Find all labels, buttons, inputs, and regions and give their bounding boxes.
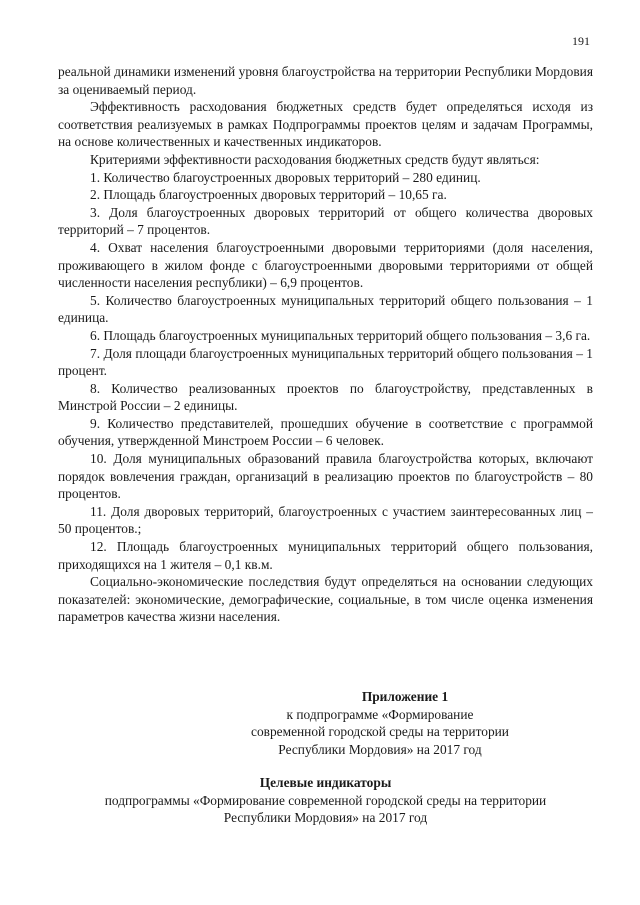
criterion-item: 10. Доля муниципальных образований правила благоустройства которых, включают порядок вовлечения граждан, организаций в реализацию проектов по благоустройств – 80 процентов.: [58, 451, 593, 502]
paragraph: Критериями эффективности расходования бюджетных средств будут являться:: [90, 151, 540, 167]
appendix-line: современной городской среды на территории: [251, 724, 509, 740]
criterion-item: 5. Количество благоустроенных муниципальных территорий общего пользования – 1 единица.: [58, 292, 593, 326]
criterion-item: 4. Охват населения благоустроенными дворовыми территориями (доля населения, проживающего в жилом фонде с благоустроенными дворовыми территориями от общей численности населения республики) – 6,9 процентов.: [58, 239, 593, 291]
criterion-item: 6. Площадь благоустроенных муниципальных территорий общего пользования – 3,6 га.: [90, 327, 591, 343]
paragraph: Эффективность расходования бюджетных средств будет определяться исходя из соответствия реализуемых в рамках Подпрограммы проектов целям и задачам Программы, на основе количественных и качественных индикаторов.: [58, 99, 593, 150]
criterion-item: 9. Количество представителей, прошедших обучение в соответствие с программой обучения, утвержденной Минстроем России – 6 человек.: [58, 415, 593, 449]
indicators-heading: [58, 774, 593, 827]
criterion-item: 7. Доля площади благоустроенных муниципальных территорий общего пользования – 1 процент.: [58, 345, 593, 379]
criterion-item: 2. Площадь благоустроенных дворовых территорий – 10,65 га.: [90, 187, 447, 203]
criterion-item: 1. Количество благоустроенных дворовых территорий – 280 единиц.: [90, 169, 481, 185]
indicators-subtitle: подпрограммы «Формирование современной городской среды на территории: [104, 792, 547, 808]
page-number: 191: [572, 34, 590, 48]
indicators-subtitle: Республики Мордовия» на 2017 год: [223, 810, 428, 826]
appendix-title: Приложение 1: [361, 689, 449, 704]
appendix-block: [230, 688, 530, 758]
body-text: [58, 63, 593, 626]
criterion-item: 8. Количество реализованных проектов по благоустройству, представленных в Минстрой России – 2 единицы.: [58, 380, 593, 414]
criterion-item: 3. Доля благоустроенных дворовых территорий от общего количества дворовых территорий – 7 процентов.: [58, 204, 593, 238]
appendix-line: к подпрограмме «Формирование: [286, 706, 474, 722]
criterion-item: 11. Доля дворовых территорий, благоустроенных с участием заинтересованных лиц – 50 процентов.;: [58, 503, 593, 537]
appendix-line: Республики Мордовия» на 2017 год: [278, 741, 482, 757]
paragraph: Социально-экономические последствия будут определяться на основании следующих показателей: экономические, демографические, социальные, в том числе оценка изменения параметров качества жизни населения.: [58, 574, 593, 625]
indicators-title: Целевые индикаторы: [259, 775, 392, 790]
criterion-item: 12. Площадь благоустроенных муниципальных территорий общего пользования, приходящихся на 1 жителя – 0,1 кв.м.: [58, 539, 593, 572]
paragraph: реальной динамики изменений уровня благоустройства на территории Республики Мордовия за оцениваемый период.: [58, 64, 593, 97]
